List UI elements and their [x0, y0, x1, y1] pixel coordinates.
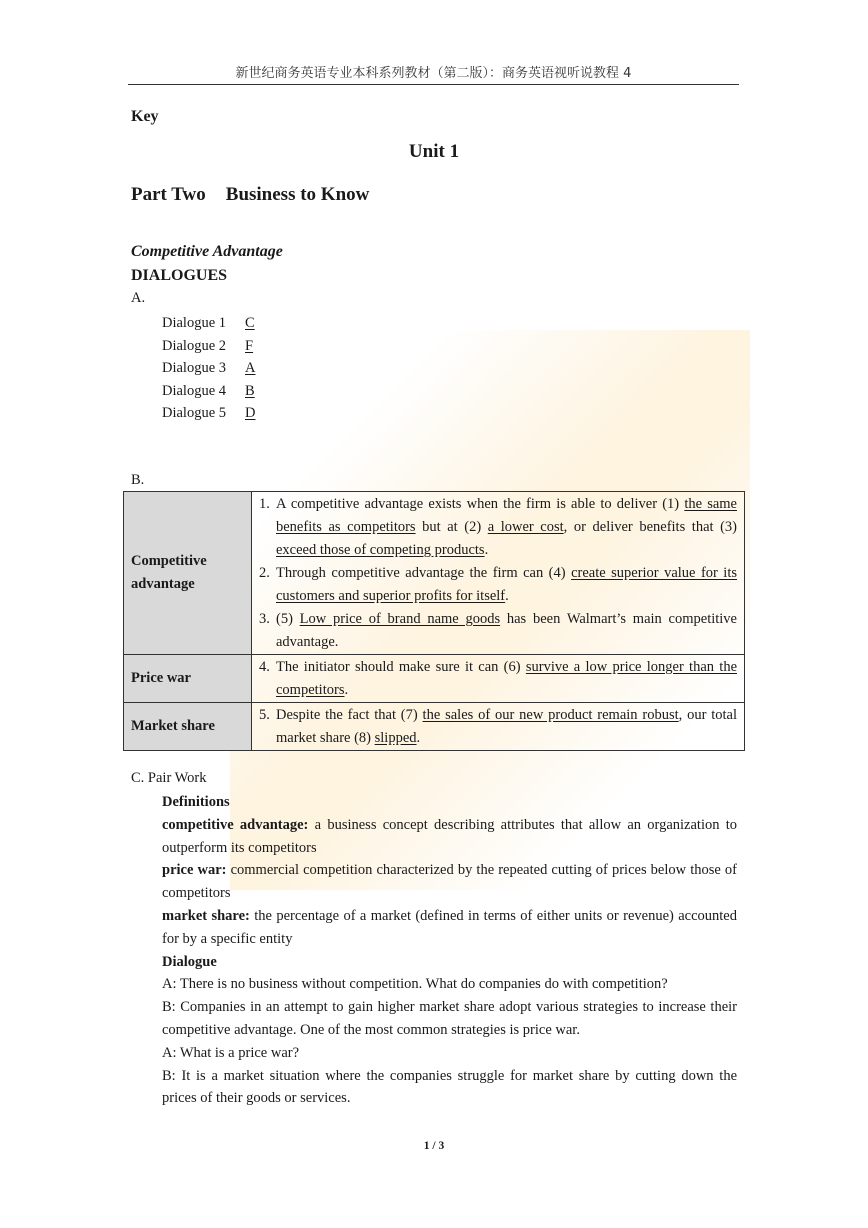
key-label: Key — [131, 108, 159, 125]
definition-term: market share: — [162, 907, 250, 924]
text-run: . — [416, 730, 421, 746]
term-line: Price war — [131, 670, 191, 686]
part-title: Business to Know — [225, 184, 370, 205]
definitions-heading: Definitions — [162, 794, 230, 810]
list-item — [162, 380, 255, 403]
pair-work-content — [162, 791, 737, 1110]
list-item — [162, 312, 255, 335]
answer-blank: exceed those of competing products — [276, 542, 485, 558]
dialogue-name: Dialogue 3 — [162, 360, 227, 377]
answer-cell — [252, 492, 745, 655]
text-run: , our total market share (8) — [276, 707, 738, 746]
answer-item — [259, 562, 737, 608]
text-run: but at (2) — [415, 519, 488, 535]
table-row — [124, 492, 745, 655]
running-header: 新世纪商务英语专业本科系列教材（第二版）：商务英语视听说教程 4 — [128, 62, 739, 85]
item-number: 2. — [259, 565, 270, 581]
answer-blank: the sales of our new product remain robust — [422, 707, 679, 723]
dialogue-answer: C — [245, 315, 255, 331]
dialogue-answer: B — [245, 382, 255, 399]
text-run: (5) — [276, 611, 300, 627]
answer-item — [259, 656, 737, 702]
dialogue-line: B: Companies in an attempt to gain higher market share adopt various strategies to increase their competitive advantage. One of the most common strategies is price war. — [162, 999, 737, 1038]
text-run: Despite the fact that (7) — [276, 707, 423, 723]
item-text — [276, 704, 737, 750]
answer-blank: the same benefits as competitors — [276, 496, 737, 535]
answer-item — [259, 608, 737, 654]
answer-cell — [252, 703, 745, 751]
text-run: . — [484, 542, 489, 558]
dialogue-answer-list — [162, 312, 255, 425]
dialogue-name: Dialogue 1 — [162, 315, 227, 331]
term-cell — [124, 703, 252, 751]
answer-blank: create superior value for its customers and superior profits for itself — [276, 565, 738, 604]
section-a-label: A. — [131, 290, 146, 306]
unit-title: Unit 1 — [408, 141, 460, 162]
table-row — [124, 655, 745, 703]
part-label: Part Two — [131, 184, 206, 205]
item-text — [276, 656, 737, 702]
item-number: 3. — [259, 611, 270, 627]
item-number: 1. — [259, 496, 270, 512]
term-line: Market share — [131, 718, 215, 734]
answer-cell — [252, 655, 745, 703]
definition — [162, 905, 737, 951]
section-b-label: B. — [131, 472, 145, 488]
section-title: DIALOGUES — [131, 267, 228, 284]
definition-text: commercial competition characterized by the repeated cutting of prices below those of competitors — [162, 862, 737, 902]
term-line: advantage — [131, 576, 195, 592]
dialogue-line: B: It is a market situation where the companies struggle for market share by cutting down the prices of their goods or services. — [162, 1067, 737, 1107]
dialogue-name: Dialogue 4 — [162, 382, 227, 399]
section-c-label: C. Pair Work — [131, 770, 207, 786]
text-run: A competitive advantage exists when the firm is able to deliver (1) — [276, 496, 685, 512]
answer-table — [123, 491, 745, 751]
text-run: has been Walmart’s main competitive advantage. — [276, 611, 737, 650]
dialogue-heading: Dialogue — [162, 953, 217, 970]
answer-blank: slipped — [374, 730, 417, 746]
definition — [162, 859, 737, 905]
definition-text: a business concept describing attributes that allow an organization to outperform its competitors — [162, 816, 738, 856]
answer-blank: survive a low price longer than the competitors — [276, 659, 737, 698]
item-number: 4. — [259, 659, 270, 675]
answer-blank: a lower cost — [487, 519, 564, 535]
term-line: Competitive — [131, 553, 207, 569]
item-text — [276, 562, 737, 608]
definition-term: price war: — [162, 862, 227, 879]
table-row — [124, 703, 745, 751]
answer-item — [259, 493, 737, 562]
text-run: The initiator should make sure it can (6) — [276, 659, 526, 675]
page-number: 1 / 3 — [423, 1140, 445, 1152]
text-run: . — [505, 588, 509, 604]
list-item — [162, 335, 255, 358]
item-number: 5. — [259, 707, 270, 723]
dialogue-line: A: There is no business without competition. What do companies do with competition? — [162, 976, 668, 993]
term-cell — [124, 492, 252, 655]
item-text — [276, 493, 737, 562]
dialogue-answer: D — [245, 405, 256, 422]
item-text — [276, 608, 737, 654]
text-run: , or deliver benefits that (3) — [563, 519, 738, 535]
dialogue-answer: F — [245, 337, 254, 354]
dialogue-line: A: What is a price war? — [162, 1044, 300, 1061]
term-cell — [124, 655, 252, 703]
answer-item — [259, 704, 737, 750]
part-heading — [131, 184, 369, 206]
list-item — [162, 357, 255, 380]
topic-title: Competitive Advantage — [131, 243, 283, 260]
answer-blank: Low price of brand name goods — [299, 611, 501, 627]
list-item — [162, 402, 255, 425]
dialogue-answer: A — [245, 360, 256, 377]
text-run: Through competitive advantage the firm can (4) — [276, 565, 572, 581]
dialogue-name: Dialogue 2 — [162, 337, 227, 354]
definition-text: the percentage of a market (defined in terms of either units or revenue) accounted for by a specific entity — [162, 907, 737, 947]
text-run: . — [344, 682, 349, 698]
definition-term: competitive advantage: — [162, 816, 309, 833]
definition — [162, 814, 737, 860]
dialogue-name: Dialogue 5 — [162, 405, 227, 422]
